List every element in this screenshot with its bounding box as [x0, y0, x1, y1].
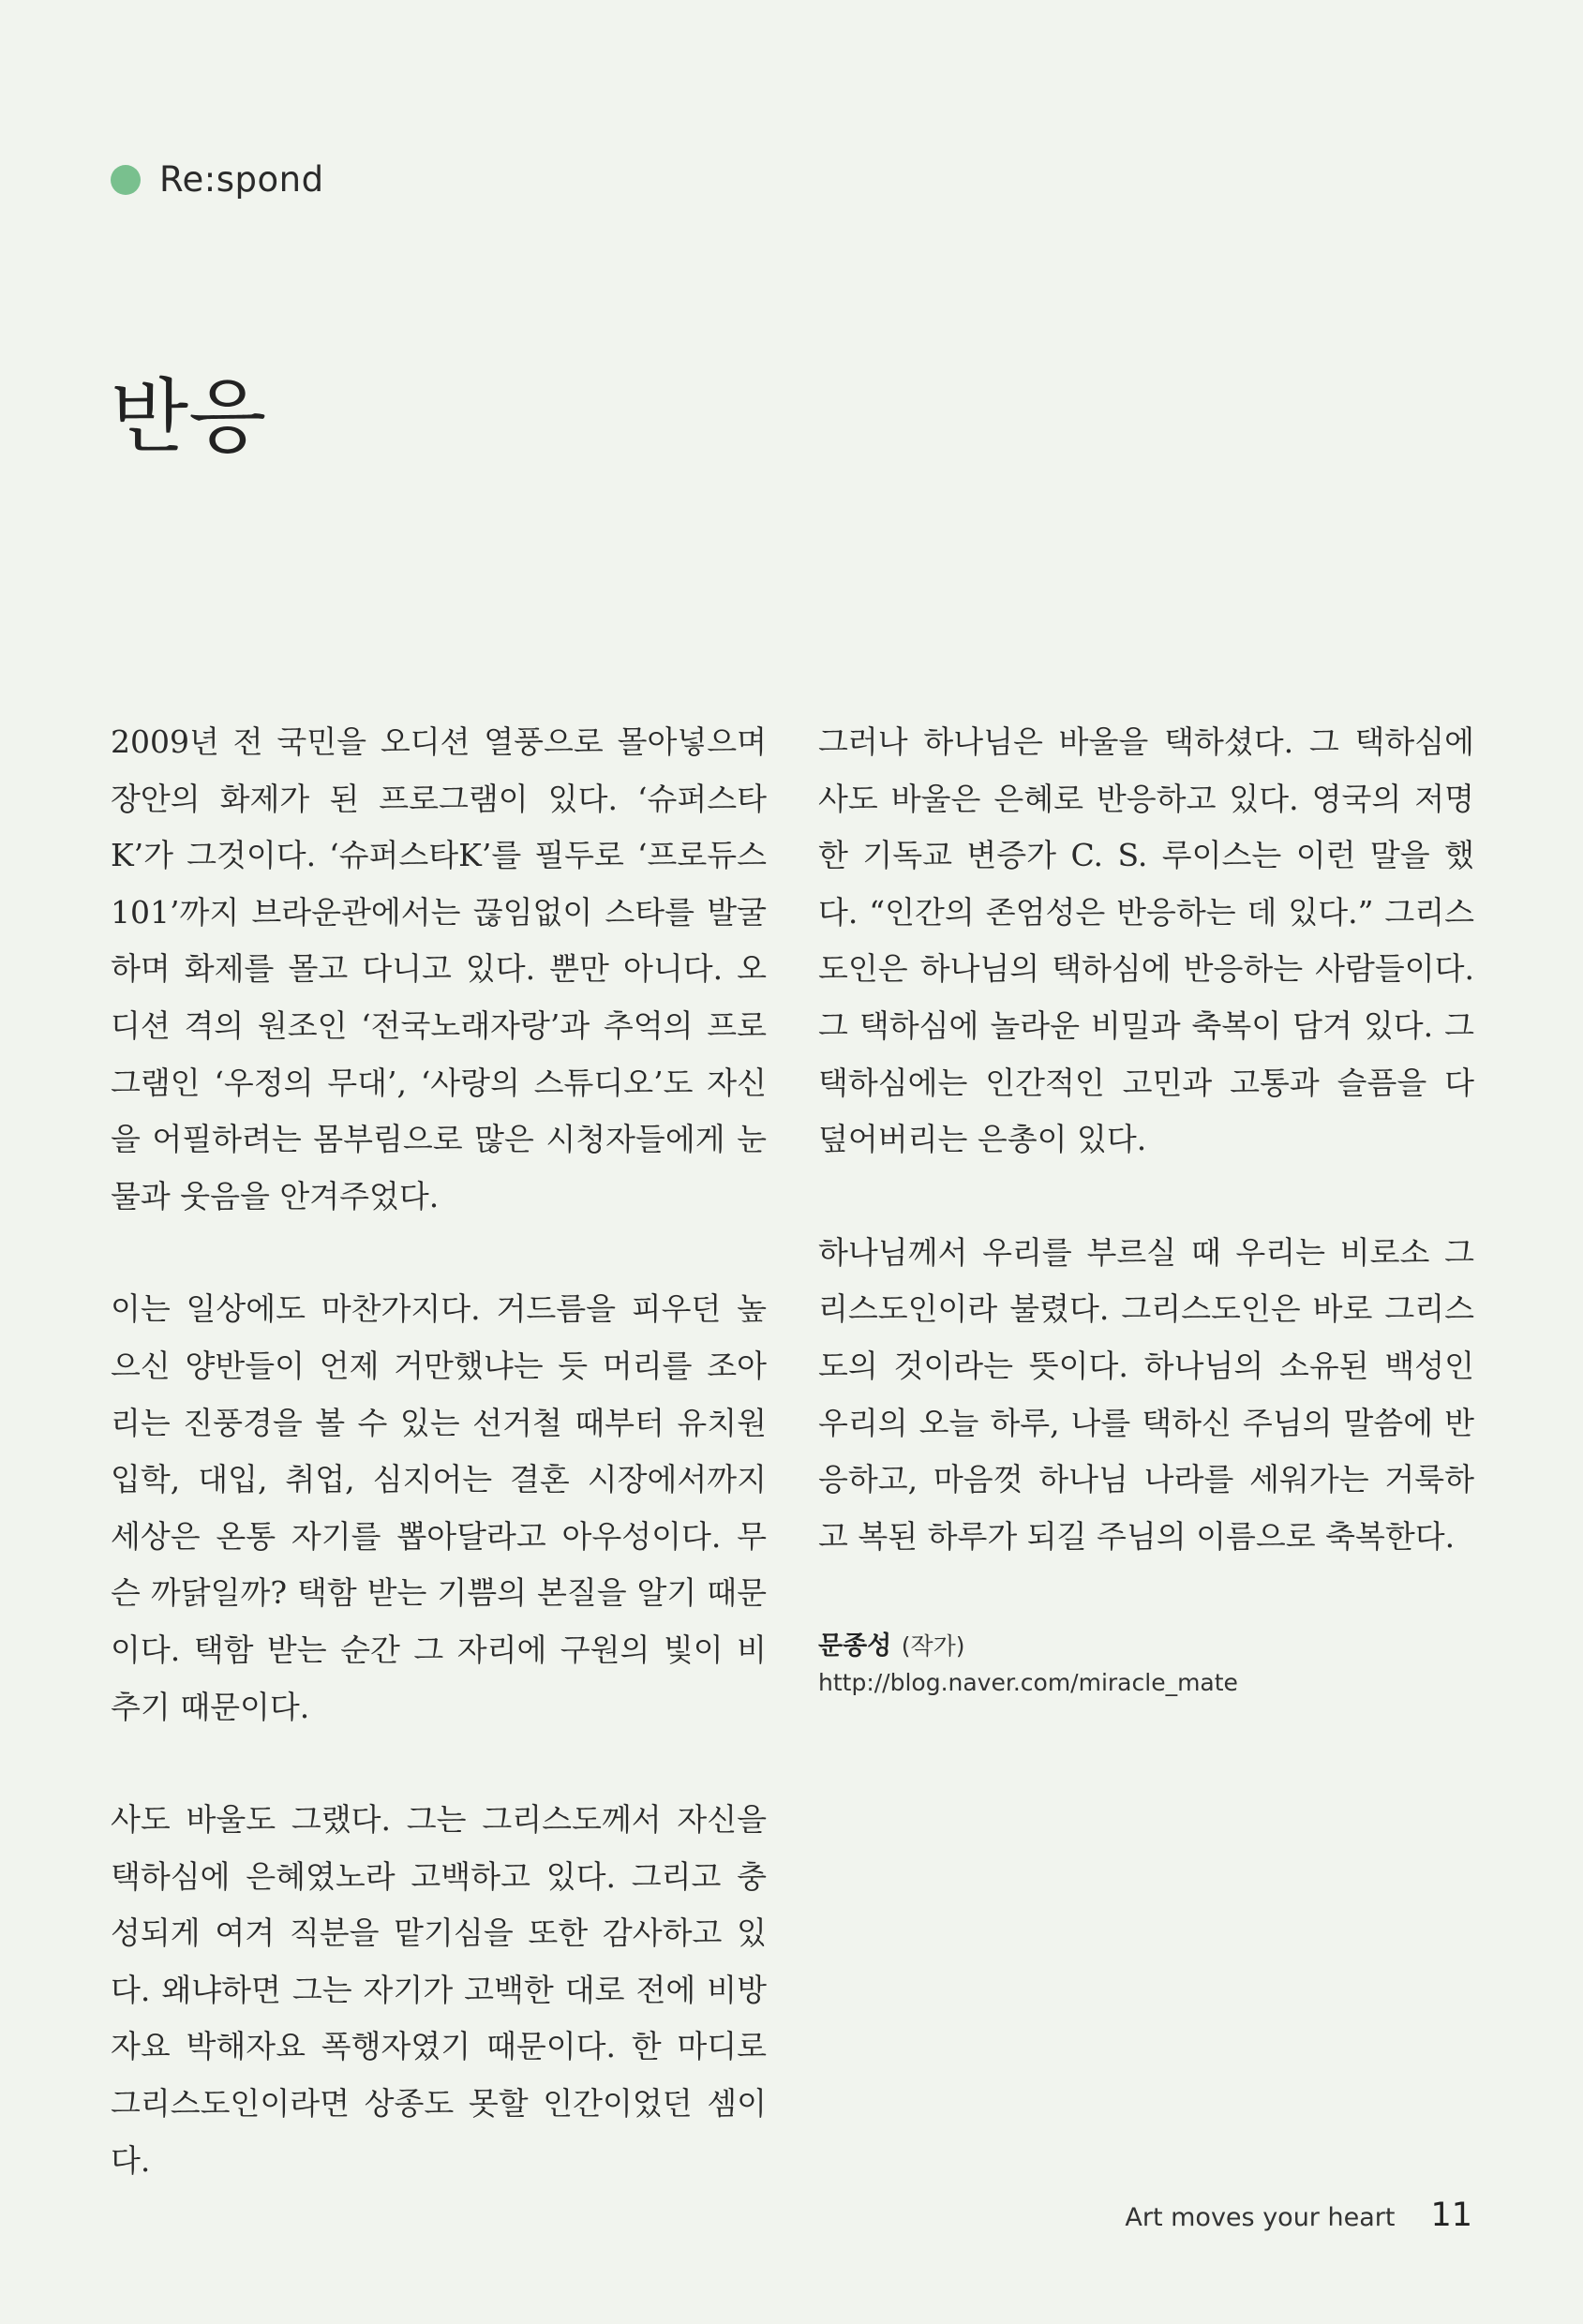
section-label: [111, 159, 324, 200]
author-line: [818, 1621, 1474, 1666]
left-column: [111, 714, 767, 2245]
author-url: http://blog.naver.com/miracle_mate: [818, 1669, 1238, 1697]
page-number: 11: [1430, 2197, 1472, 2234]
body-paragraph: 사도 바울도 그랬다. 그는 그리스도께서 자신을 택하심에 은혜였노라 고백하고 있다. 그리고 충성되게 여겨 직분을 맡기심을 또한 감사하고 있다. 왜냐하면 그는 자기가 고백한 대로 전에 비방자요 박해자요 폭행자였기 때문이다. 한 마디로 그리스도인이라면 상종도 못할 인간이었던 셈이다.: [111, 1801, 767, 2179]
author-block: [818, 1621, 1474, 1700]
body-paragraph: 이는 일상에도 마찬가지다. 거드름을 피우던 높으신 양반들이 언제 거만했냐는 듯 머리를 조아리는 진풍경을 볼 수 있는 선거철 때부터 유치원 입학, 대입, 취업, 심지어는 결혼 시장에서까지 세상은 온통 자기를 뽑아달라고 아우성이다. 무슨 까닭일까? 택함 받는 기쁨의 본질을 알기 때문이다. 택함 받는 순간 그 자리에 구원의 빛이 비추기 때문이다.: [111, 1290, 767, 1725]
page-title: 반응: [111, 370, 267, 464]
author-role: (작가): [901, 1632, 965, 1661]
body-paragraph: 2009년 전 국민을 오디션 열풍으로 몰아넣으며 장안의 화제가 된 프로그램이 있다. ‘슈퍼스타K’가 그것이다. ‘슈퍼스타K’를 필두로 ‘프로듀스 101’까지 브라운관에서는 끊임없이 스타를 발굴하며 화제를 몰고 다니고 있다. 뿐만 아니다. 오디션 격의 원조인 ‘전국노래자랑’과 추억의 프로그램인 ‘우정의 무대’, ‘사랑의 스튜디오’도 자신을 어필하려는 몸부림으로 많은 시청자들에게 눈물과 웃음을 안겨주었다.: [111, 723, 767, 1214]
page-footer: [1125, 2197, 1472, 2234]
author-name: 문종성: [818, 1631, 892, 1661]
footer-tagline: Art moves your heart: [1125, 2203, 1396, 2232]
right-column: [818, 714, 1474, 1700]
body-paragraph: 그러나 하나님은 바울을 택하셨다. 그 택하심에 사도 바울은 은혜로 반응하고 있다. 영국의 저명한 기독교 변증가 C. S. 루이스는 이런 말을 했다. “인간의 존엄성은 반응하는 데 있다.” 그리스도인은 하나님의 택하심에 반응하는 사람들이다. 그 택하심에 놀라운 비밀과 축복이 담겨 있다. 그 택하심에는 인간적인 고민과 고통과 슬픔을 다 덮어버리는 은총이 있다.: [818, 723, 1474, 1158]
body-paragraph: 하나님께서 우리를 부르실 때 우리는 비로소 그리스도인이라 불렸다. 그리스도인은 바로 그리스도의 것이라는 뜻이다. 하나님의 소유된 백성인 우리의 오늘 하루, 나를 택하신 주님의 말씀에 반응하고, 마음껏 하나님 나라를 세워가는 거룩하고 복된 하루가 되길 주님의 이름으로 축복한다.: [818, 1233, 1474, 1555]
section-dot-icon: [111, 165, 141, 195]
section-label-text: Re:spond: [159, 159, 324, 200]
